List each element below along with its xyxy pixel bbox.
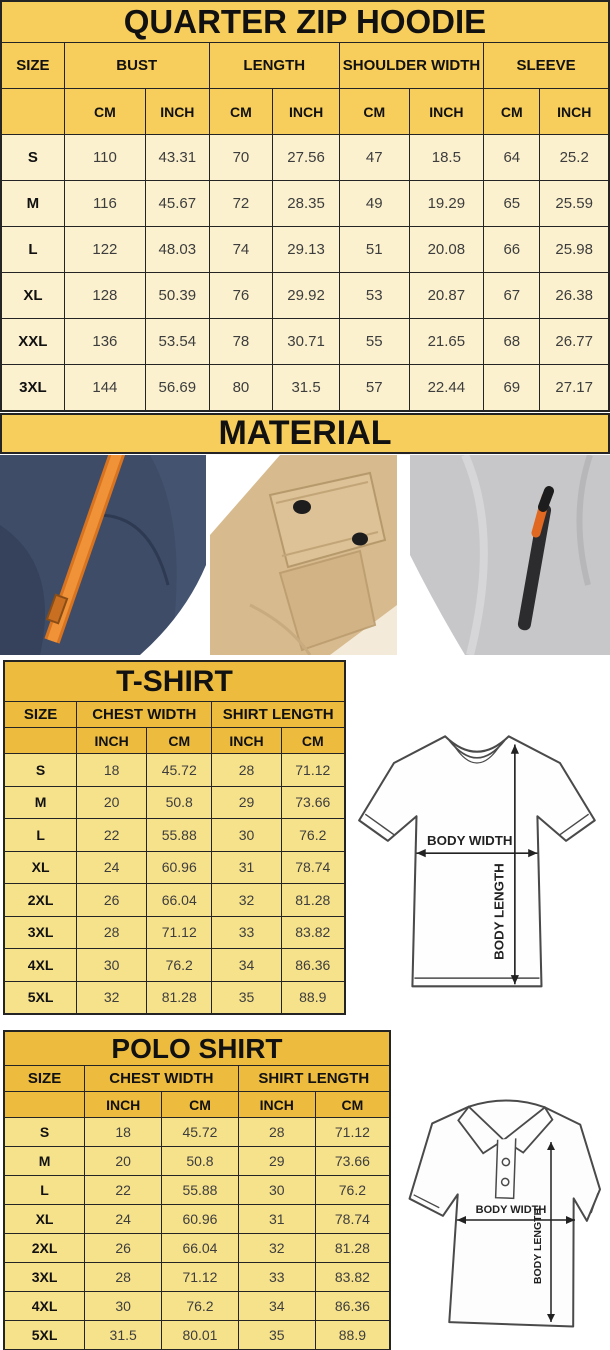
size-label: 3XL: [5, 916, 76, 949]
measurement-value: 30: [211, 818, 280, 851]
measurement-value: 81.28: [315, 1233, 389, 1262]
measurement-value: 22.44: [409, 364, 484, 410]
size-label: 3XL: [5, 1262, 84, 1291]
material-photo-strip: [0, 455, 610, 655]
measurement-value: 30: [84, 1291, 161, 1320]
tshirt-size-table: [3, 660, 346, 1015]
measurement-value: 76.2: [146, 948, 211, 981]
measurement-value: 18: [84, 1117, 161, 1146]
col-header-length: LENGTH: [209, 42, 339, 88]
unit-header-inch: INCH: [539, 88, 607, 134]
size-label: L: [5, 1175, 84, 1204]
measurement-value: 80: [209, 364, 273, 410]
col-header-bust: BUST: [64, 42, 209, 88]
measurement-value: 28: [84, 1262, 161, 1291]
unit-header-inch: INCH: [272, 88, 339, 134]
measurement-value: 66.04: [161, 1233, 237, 1262]
size-label: M: [5, 1146, 84, 1175]
photo-navy-fleece-orange-drawstring: [0, 455, 206, 655]
unit-header-blank: [5, 727, 76, 753]
size-label: S: [2, 134, 64, 180]
col-header-shirt-length: SHIRT LENGTH: [211, 701, 344, 727]
measurement-value: 50.8: [146, 786, 211, 819]
measurement-value: 73.66: [281, 786, 344, 819]
measurement-value: 71.12: [146, 916, 211, 949]
size-label: L: [5, 818, 76, 851]
photo-khaki-flap-pocket-snap-buttons: [210, 455, 397, 655]
measurement-value: 34: [211, 948, 280, 981]
measurement-value: 35: [238, 1320, 315, 1349]
measurement-value: 122: [64, 226, 145, 272]
measurement-value: 25.2: [539, 134, 607, 180]
measurement-value: 81.28: [281, 883, 344, 916]
size-label: M: [5, 786, 76, 819]
measurement-value: 76.2: [161, 1291, 237, 1320]
unit-header-cm: CM: [339, 88, 409, 134]
unit-header-inch: INCH: [211, 727, 280, 753]
measurement-value: 53.54: [145, 318, 209, 364]
measurement-value: 110: [64, 134, 145, 180]
measurement-value: 69: [483, 364, 539, 410]
measurement-value: 50.39: [145, 272, 209, 318]
measurement-value: 32: [76, 981, 146, 1014]
measurement-value: 76.2: [315, 1175, 389, 1204]
measurement-value: 45.72: [146, 753, 211, 786]
measurement-value: 55: [339, 318, 409, 364]
measurement-value: 47: [339, 134, 409, 180]
measurement-value: 25.59: [539, 180, 607, 226]
measurement-value: 71.12: [315, 1117, 389, 1146]
col-header-sleeve: SLEEVE: [483, 42, 608, 88]
polo-size-table: [3, 1030, 391, 1350]
measurement-value: 29: [238, 1146, 315, 1175]
measurement-value: 29.13: [272, 226, 339, 272]
polo-measurement-diagram: [398, 1086, 610, 1346]
measurement-value: 27.56: [272, 134, 339, 180]
measurement-value: 71.12: [161, 1262, 237, 1291]
unit-header-cm: CM: [281, 727, 344, 753]
size-label: L: [2, 226, 64, 272]
measurement-value: 18: [76, 753, 146, 786]
unit-header-cm: CM: [315, 1091, 389, 1117]
measurement-value: 26.77: [539, 318, 607, 364]
measurement-value: 21.65: [409, 318, 484, 364]
measurement-value: 28: [211, 753, 280, 786]
measurement-value: 51: [339, 226, 409, 272]
polo-table-title: POLO SHIRT: [5, 1032, 389, 1065]
hoodie-table-title: QUARTER ZIP HOODIE: [2, 2, 608, 42]
svg-text:BODY LENGTH: BODY LENGTH: [491, 863, 507, 960]
measurement-value: 45.72: [161, 1117, 237, 1146]
measurement-value: 83.82: [281, 916, 344, 949]
measurement-value: 30.71: [272, 318, 339, 364]
measurement-value: 76: [209, 272, 273, 318]
measurement-value: 33: [238, 1262, 315, 1291]
measurement-value: 30: [76, 948, 146, 981]
measurement-value: 67: [483, 272, 539, 318]
measurement-value: 68: [483, 318, 539, 364]
measurement-value: 29.92: [272, 272, 339, 318]
measurement-value: 28: [76, 916, 146, 949]
material-section-title: MATERIAL: [0, 413, 610, 454]
measurement-value: 26: [76, 883, 146, 916]
measurement-value: 49: [339, 180, 409, 226]
measurement-value: 31.5: [272, 364, 339, 410]
measurement-value: 76.2: [281, 818, 344, 851]
measurement-value: 73.66: [315, 1146, 389, 1175]
unit-header-inch: INCH: [84, 1091, 161, 1117]
measurement-value: 70: [209, 134, 273, 180]
measurement-value: 78.74: [281, 851, 344, 884]
unit-header-inch: INCH: [76, 727, 146, 753]
measurement-value: 32: [211, 883, 280, 916]
measurement-value: 22: [84, 1175, 161, 1204]
size-label: XL: [2, 272, 64, 318]
hoodie-size-table: [0, 0, 610, 412]
measurement-value: 24: [84, 1204, 161, 1233]
size-label: XL: [5, 851, 76, 884]
measurement-value: 20: [84, 1146, 161, 1175]
photo-gray-fleece-zip-pocket-orange-pull: [410, 455, 610, 655]
measurement-value: 35: [211, 981, 280, 1014]
unit-header-cm: CM: [161, 1091, 237, 1117]
col-header-shoulder-width: SHOULDER WIDTH: [339, 42, 483, 88]
unit-header-cm: CM: [483, 88, 539, 134]
measurement-value: 66: [483, 226, 539, 272]
measurement-value: 20.08: [409, 226, 484, 272]
measurement-value: 28.35: [272, 180, 339, 226]
unit-header-inch: INCH: [145, 88, 209, 134]
unit-header-inch: INCH: [409, 88, 484, 134]
size-label: 2XL: [5, 883, 76, 916]
measurement-value: 31: [211, 851, 280, 884]
measurement-value: 60.96: [146, 851, 211, 884]
measurement-value: 71.12: [281, 753, 344, 786]
measurement-value: 116: [64, 180, 145, 226]
measurement-value: 74: [209, 226, 273, 272]
measurement-value: 78.74: [315, 1204, 389, 1233]
measurement-value: 53: [339, 272, 409, 318]
unit-header-cm: CM: [146, 727, 211, 753]
col-header-chest-width: CHEST WIDTH: [84, 1065, 238, 1091]
measurement-value: 26: [84, 1233, 161, 1262]
unit-header-cm: CM: [209, 88, 273, 134]
tshirt-table-title: T-SHIRT: [5, 662, 344, 701]
size-label: 5XL: [5, 981, 76, 1014]
measurement-value: 86.36: [315, 1291, 389, 1320]
measurement-value: 24: [76, 851, 146, 884]
measurement-value: 22: [76, 818, 146, 851]
col-header-chest-width: CHEST WIDTH: [76, 701, 211, 727]
unit-header-inch: INCH: [238, 1091, 315, 1117]
measurement-value: 65: [483, 180, 539, 226]
size-label: S: [5, 753, 76, 786]
size-label: 2XL: [5, 1233, 84, 1262]
measurement-value: 136: [64, 318, 145, 364]
measurement-value: 56.69: [145, 364, 209, 410]
measurement-value: 43.31: [145, 134, 209, 180]
measurement-value: 34: [238, 1291, 315, 1320]
measurement-value: 64: [483, 134, 539, 180]
unit-header-blank: [5, 1091, 84, 1117]
measurement-value: 55.88: [161, 1175, 237, 1204]
measurement-value: 55.88: [146, 818, 211, 851]
col-header-size: SIZE: [5, 701, 76, 727]
measurement-value: 88.9: [315, 1320, 389, 1349]
measurement-value: 83.82: [315, 1262, 389, 1291]
measurement-value: 50.8: [161, 1146, 237, 1175]
tshirt-measurement-diagram: [348, 722, 610, 1014]
measurement-value: 78: [209, 318, 273, 364]
unit-header-cm: CM: [64, 88, 145, 134]
svg-text:BODY WIDTH: BODY WIDTH: [475, 1204, 547, 1216]
measurement-value: 18.5: [409, 134, 484, 180]
measurement-value: 31: [238, 1204, 315, 1233]
measurement-value: 30: [238, 1175, 315, 1204]
svg-text:BODY WIDTH: BODY WIDTH: [427, 832, 513, 848]
svg-text:BODY LENGTH: BODY LENGTH: [532, 1207, 544, 1285]
measurement-value: 19.29: [409, 180, 484, 226]
size-label: 4XL: [5, 948, 76, 981]
col-header-size: SIZE: [2, 42, 64, 88]
measurement-value: 88.9: [281, 981, 344, 1014]
col-header-shirt-length: SHIRT LENGTH: [238, 1065, 389, 1091]
size-label: XL: [5, 1204, 84, 1233]
size-label: 4XL: [5, 1291, 84, 1320]
measurement-value: 28: [238, 1117, 315, 1146]
measurement-value: 144: [64, 364, 145, 410]
measurement-value: 72: [209, 180, 273, 226]
measurement-value: 48.03: [145, 226, 209, 272]
size-label: M: [2, 180, 64, 226]
col-header-size: SIZE: [5, 1065, 84, 1091]
measurement-value: 81.28: [146, 981, 211, 1014]
size-label: XXL: [2, 318, 64, 364]
measurement-value: 29: [211, 786, 280, 819]
measurement-value: 20: [76, 786, 146, 819]
measurement-value: 20.87: [409, 272, 484, 318]
measurement-value: 32: [238, 1233, 315, 1262]
measurement-value: 25.98: [539, 226, 607, 272]
measurement-value: 80.01: [161, 1320, 237, 1349]
measurement-value: 60.96: [161, 1204, 237, 1233]
measurement-value: 27.17: [539, 364, 607, 410]
measurement-value: 128: [64, 272, 145, 318]
measurement-value: 33: [211, 916, 280, 949]
measurement-value: 26.38: [539, 272, 607, 318]
unit-header-blank: [2, 88, 64, 134]
measurement-value: 86.36: [281, 948, 344, 981]
size-label: 5XL: [5, 1320, 84, 1349]
measurement-value: 57: [339, 364, 409, 410]
measurement-value: 31.5: [84, 1320, 161, 1349]
size-label: S: [5, 1117, 84, 1146]
measurement-value: 66.04: [146, 883, 211, 916]
measurement-value: 45.67: [145, 180, 209, 226]
size-label: 3XL: [2, 364, 64, 410]
